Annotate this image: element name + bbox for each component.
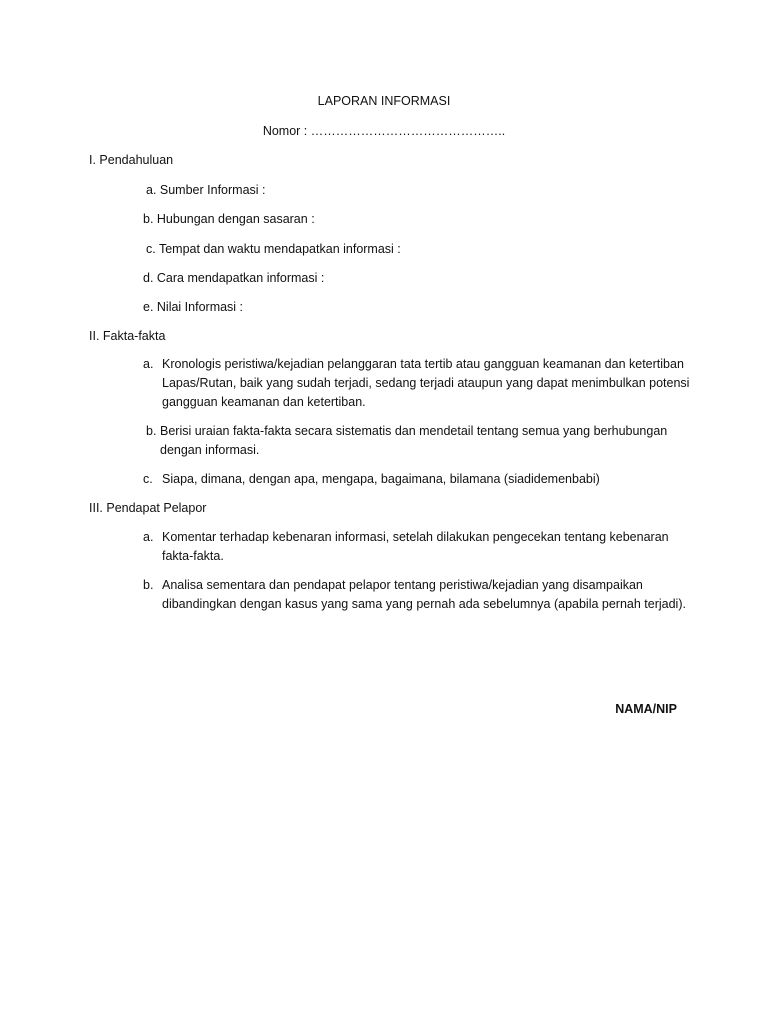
fakta-item-c xyxy=(143,470,703,489)
pendahuluan-item-d: d. Cara mendapatkan informasi : xyxy=(143,271,325,285)
list-marker: b. xyxy=(146,424,157,438)
list-item-text: Analisa sementara dan pendapat pelapor tentang peristiwa/kejadian yang disampaikan dibandingkan dengan kasus yang sama yang pernah ada sebelumnya (apabila pernah terjadi). xyxy=(162,578,686,611)
pendapat-item-b xyxy=(143,576,703,614)
pendahuluan-item-b: b. Hubungan dengan sasaran : xyxy=(143,212,315,226)
document-title: LAPORAN INFORMASI xyxy=(317,94,451,108)
pendahuluan-item-a: a. Sumber Informasi : xyxy=(146,183,266,197)
list-marker: a. xyxy=(143,357,154,371)
list-marker: a. xyxy=(143,530,154,544)
list-item-text: Berisi uraian fakta-fakta secara sistematis dan mendetail tentang semua yang berhubungan dengan informasi. xyxy=(160,424,668,457)
fakta-item-a xyxy=(143,355,703,412)
signature-name-nip: NAMA/NIP xyxy=(615,702,677,716)
section-heading-pendahuluan: I. Pendahuluan xyxy=(89,153,174,167)
document-number: Nomor : ……………………………………….. xyxy=(262,124,506,138)
list-item-text: Komentar terhadap kebenaran informasi, setelah dilakukan pengecekan tentang kebenaran fakta-fakta. xyxy=(162,530,669,563)
section-heading-pendapat: III. Pendapat Pelapor xyxy=(89,501,207,515)
list-marker: b. xyxy=(143,578,154,592)
fakta-item-b xyxy=(146,422,706,460)
list-item-text: Siapa, dimana, dengan apa, mengapa, bagaimana, bilamana (siadidemenbabi) xyxy=(162,472,600,486)
list-marker: c. xyxy=(143,472,153,486)
pendahuluan-item-e: e. Nilai Informasi : xyxy=(143,300,244,314)
list-item-text: Kronologis peristiwa/kejadian pelanggaran tata tertib atau gangguan keamanan dan ketertiban Lapas/Rutan, baik yang sudah terjadi, sedang terjadi ataupun yang dapat menimbulkan potensi gangguan keamanan dan ketertiban. xyxy=(162,357,690,409)
pendahuluan-item-c: c. Tempat dan waktu mendapatkan informasi : xyxy=(146,242,401,256)
pendapat-item-a xyxy=(143,528,703,566)
section-heading-fakta: II. Fakta-fakta xyxy=(89,329,166,343)
